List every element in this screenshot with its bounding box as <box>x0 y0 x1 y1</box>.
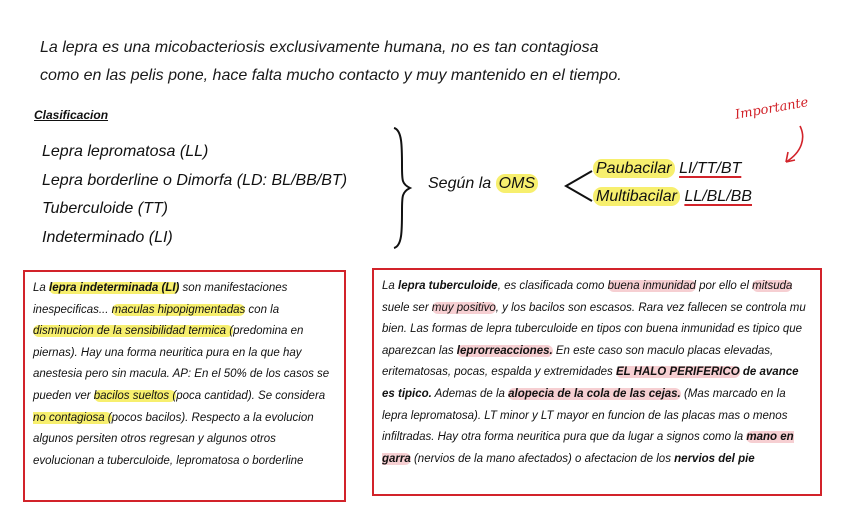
curly-brace-icon <box>388 126 416 250</box>
intro-line-1: La lepra es una micobacteriosis exclusivamente humana, no es tan contagiosa <box>40 39 599 56</box>
highlight: mano en garra <box>382 431 794 465</box>
text-span: con la <box>245 303 280 316</box>
indeterminate-leprosy-note <box>23 270 346 502</box>
intro-line-2: como en las pelis pone, hace falta mucho contacto y muy mantenido en el tiempo. <box>40 67 622 84</box>
highlight: disminucion de la sensibilidad termica ( <box>33 325 234 338</box>
text-span: Ademas de la <box>431 387 509 400</box>
type-item: Tuberculoide (TT) <box>42 200 168 217</box>
text-span: (Mas marcado en la lepra lepromatosa). LT minor y LT mayor en funcion de las placas mas o menos infiltradas. Hay otra forma neuritica pura que da lugar a signos como la <box>382 387 788 444</box>
paucibacilar-row <box>593 160 741 178</box>
highlight: leprorreacciones. <box>456 344 553 357</box>
multibacilar-label: Multibacilar <box>593 187 680 206</box>
highlight: muy positivo <box>431 301 496 314</box>
text-span: pocos bacilos). Respecto a la evolucion algunos persiten otros regresan y algunos otros evolucionan a tuberculoide, lepromatosa o borderline <box>33 411 314 467</box>
text-span: La <box>382 280 398 292</box>
text-span: suele ser <box>382 301 432 314</box>
text-span: poca cantidad). Se considera <box>176 389 326 402</box>
split-bracket-icon <box>562 167 596 205</box>
text-span: son manifestaciones inespecificas... <box>33 282 288 316</box>
section-title: Clasificacion <box>34 108 109 122</box>
intro-text <box>40 34 622 90</box>
text-span: predomina en piernas). Hay una forma neuritica pura en la que hay anestesia pero sin macula. AP: En el 50% de los casos se pueden ver <box>33 325 330 402</box>
text-span: (nervios de la mano afectados) o afectacion de los <box>410 452 675 465</box>
type-item: Indeterminado (LI) <box>42 228 173 246</box>
paucibacilar-types: LI/TT/BT <box>679 160 742 177</box>
highlight: lepra indeterminada (LI) <box>49 282 180 294</box>
multibacilar-row <box>593 188 752 206</box>
segun-label: Según la <box>428 175 492 192</box>
highlight: buena inmunidad <box>607 280 696 292</box>
highlight: bacilos sueltos ( <box>93 389 177 402</box>
text-span: En este caso son maculo placas elevadas, eritematosas, pocas, espalda y extremidades <box>382 344 774 379</box>
bold-term: lepra tuberculoide <box>398 280 498 292</box>
text-span: , y los bacilos son escasos. Rara vez fallecen se controla mu bien. Las formas de lepra tuberculoide en tipos con buena inmunidad es tipico que aparezcan las <box>382 301 806 357</box>
oms-highlight: OMS <box>496 174 538 193</box>
curved-arrow-icon <box>780 124 810 166</box>
text-span: por ello el <box>695 280 753 292</box>
bold-term: nervios del pie <box>674 452 755 465</box>
text-span: La <box>33 282 49 294</box>
highlight: alopecia de la cola de las cejas. <box>508 387 681 400</box>
paucibacilar-label: Paubacilar <box>593 159 675 178</box>
tuberculoid-leprosy-note <box>372 268 822 496</box>
bold-term: de avance es tipico. <box>382 366 799 400</box>
highlight: maculas hipopigmentadas <box>111 303 246 316</box>
type-item: Lepra lepromatosa (LL) <box>42 143 209 160</box>
highlight: mitsuda <box>752 280 793 292</box>
multibacilar-types: LL/BL/BB <box>684 188 752 205</box>
oms-criterion <box>428 175 538 193</box>
highlight: EL HALO PERIFERICO <box>615 366 740 379</box>
type-item: Lepra borderline o Dimorfa (LD: BL/BB/BT) <box>42 171 348 189</box>
important-note: Importante <box>734 95 810 123</box>
text-span: , es clasificada como <box>497 280 608 292</box>
leprosy-types-list <box>42 138 347 252</box>
highlight: no contagiosa ( <box>33 411 112 424</box>
